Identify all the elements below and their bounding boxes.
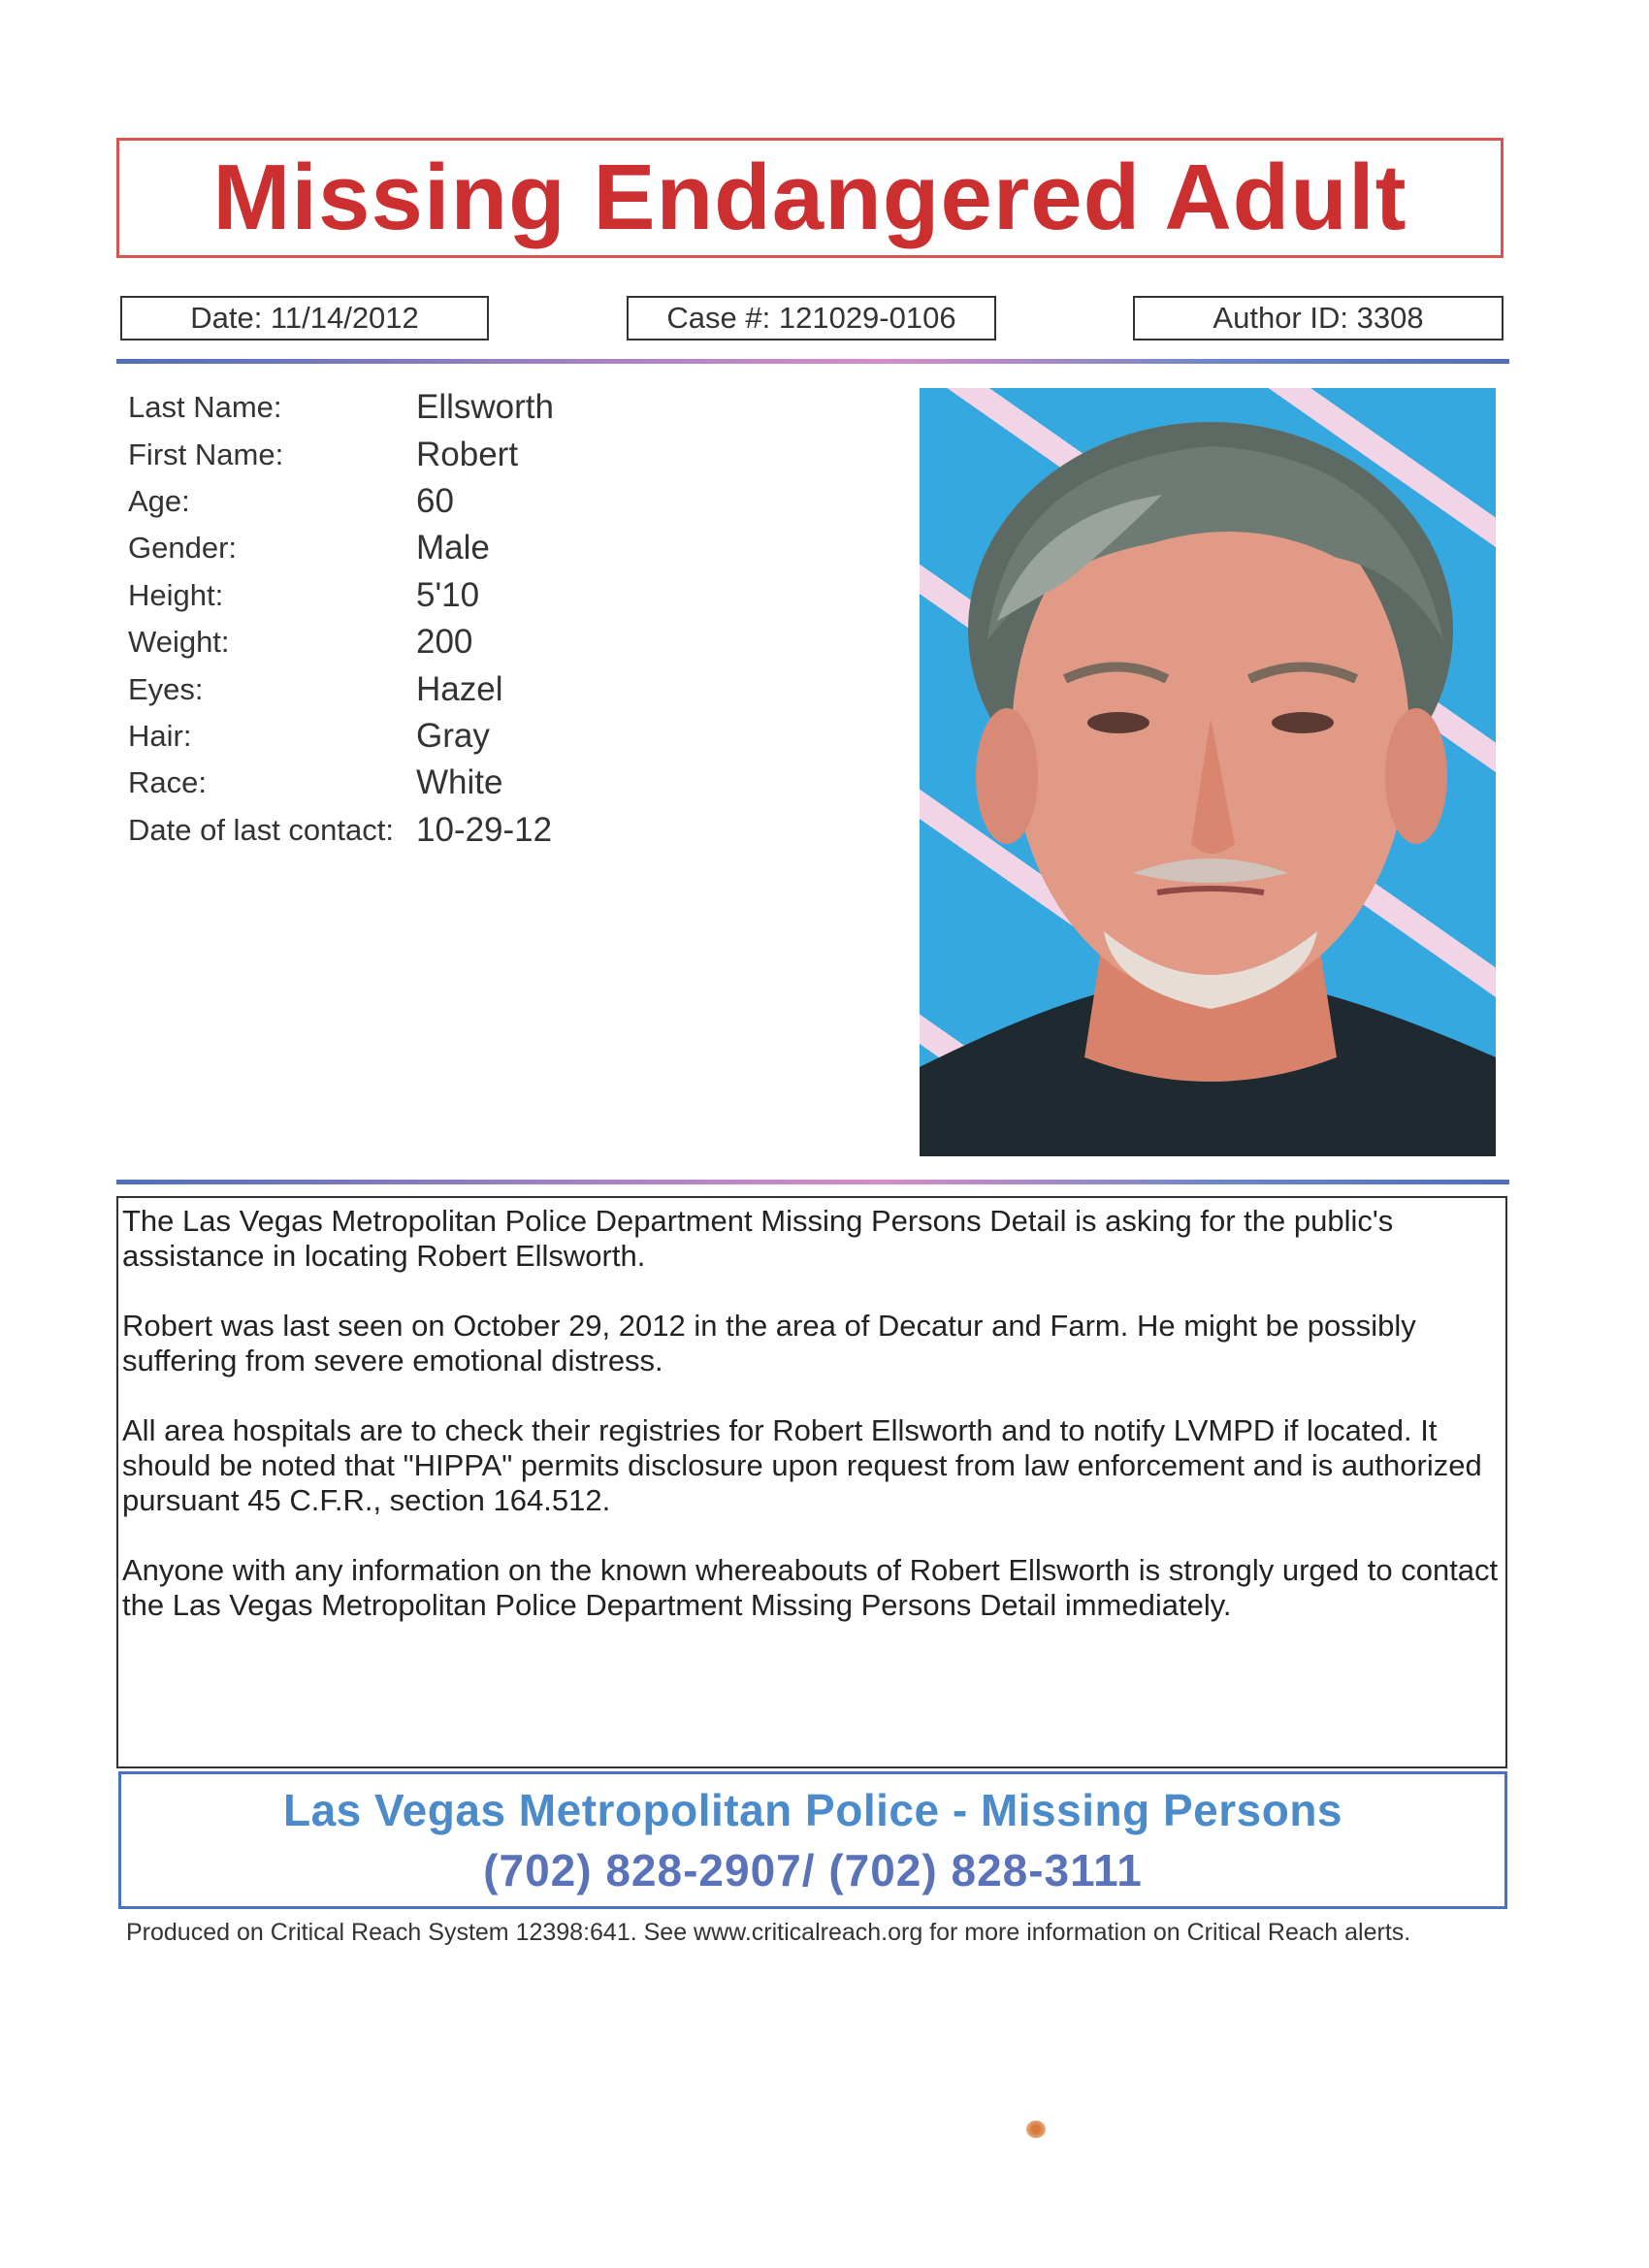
detail-label: Eyes: bbox=[128, 671, 204, 706]
author-id-label: Author ID: 3308 bbox=[1212, 301, 1424, 335]
detail-value: White bbox=[416, 763, 503, 802]
description-paragraph: All area hospitals are to check their registries for Robert Ellsworth and to notify LVMPD if located. It should be noted that "HIPPA" permits disclosure upon request from law enforcement and is authorized pursuant 45 C.F.R., section 164.512. bbox=[122, 1413, 1482, 1517]
footer-note: Produced on Critical Reach System 12398:641. See www.criticalreach.org for more information on Critical Reach alerts. bbox=[126, 1919, 1411, 1946]
description-box bbox=[116, 1196, 1507, 1768]
detail-row-race bbox=[128, 760, 554, 806]
divider-middle bbox=[116, 1180, 1509, 1184]
detail-value: Ellsworth bbox=[416, 388, 554, 427]
divider-top bbox=[116, 359, 1509, 364]
detail-value: Gray bbox=[416, 716, 490, 755]
detail-row-age bbox=[128, 478, 554, 525]
detail-row-gender bbox=[128, 525, 554, 571]
detail-value: Hazel bbox=[416, 669, 503, 708]
detail-label: First Name: bbox=[128, 437, 284, 471]
author-id-box bbox=[1133, 296, 1504, 340]
detail-label: Age: bbox=[128, 483, 190, 518]
detail-value: 60 bbox=[416, 481, 454, 520]
detail-row-last-name bbox=[128, 384, 554, 431]
detail-row-hair bbox=[128, 713, 554, 760]
detail-value: 10-29-12 bbox=[416, 810, 553, 849]
description-paragraph: Anyone with any information on the known whereabouts of Robert Ellsworth is strongly urged to contact the Las Vegas Metropolitan Police Department Missing Persons Detail immediately. bbox=[122, 1553, 1499, 1622]
detail-row-last-contact bbox=[128, 807, 554, 854]
date-label: Date: 11/14/2012 bbox=[190, 301, 419, 335]
detail-label: Date of last contact: bbox=[128, 812, 394, 847]
phone-numbers: (702) 828-2907/ (702) 828-3111 bbox=[483, 1845, 1143, 1895]
case-number-box bbox=[627, 296, 996, 340]
ink-blot bbox=[1026, 2121, 1046, 2138]
detail-label: Height: bbox=[128, 577, 224, 612]
date-box bbox=[120, 296, 489, 340]
contact-box bbox=[118, 1771, 1507, 1909]
description-paragraph: Robert was last seen on October 29, 2012 in the area of Decatur and Farm. He might be possibly suffering from severe emotional distress. bbox=[122, 1309, 1416, 1377]
detail-label: Race: bbox=[128, 765, 207, 800]
detail-label: Weight: bbox=[128, 625, 230, 660]
person-photo bbox=[920, 388, 1496, 1156]
page-title: Missing Endangered Adult bbox=[212, 146, 1407, 249]
description-paragraph: The Las Vegas Metropolitan Police Department Missing Persons Detail is asking for the public's assistance in locating Robert Ellsworth. bbox=[122, 1204, 1394, 1273]
person-details bbox=[128, 384, 554, 854]
detail-row-weight bbox=[128, 619, 554, 665]
detail-value: 200 bbox=[416, 623, 473, 662]
detail-label: Hair: bbox=[128, 718, 192, 753]
portrait-illustration bbox=[920, 388, 1496, 1156]
detail-row-height bbox=[128, 572, 554, 619]
detail-row-eyes bbox=[128, 665, 554, 712]
detail-row-first-name bbox=[128, 431, 554, 477]
detail-value: Male bbox=[416, 529, 490, 567]
title-box bbox=[116, 138, 1504, 258]
case-number-label: Case #: 121029-0106 bbox=[666, 301, 956, 335]
detail-label: Last Name: bbox=[128, 390, 282, 425]
agency-name: Las Vegas Metropolitan Police - Missing Persons bbox=[282, 1785, 1342, 1835]
detail-label: Gender: bbox=[128, 531, 238, 566]
detail-value: 5'10 bbox=[416, 575, 480, 614]
detail-value: Robert bbox=[416, 435, 519, 473]
